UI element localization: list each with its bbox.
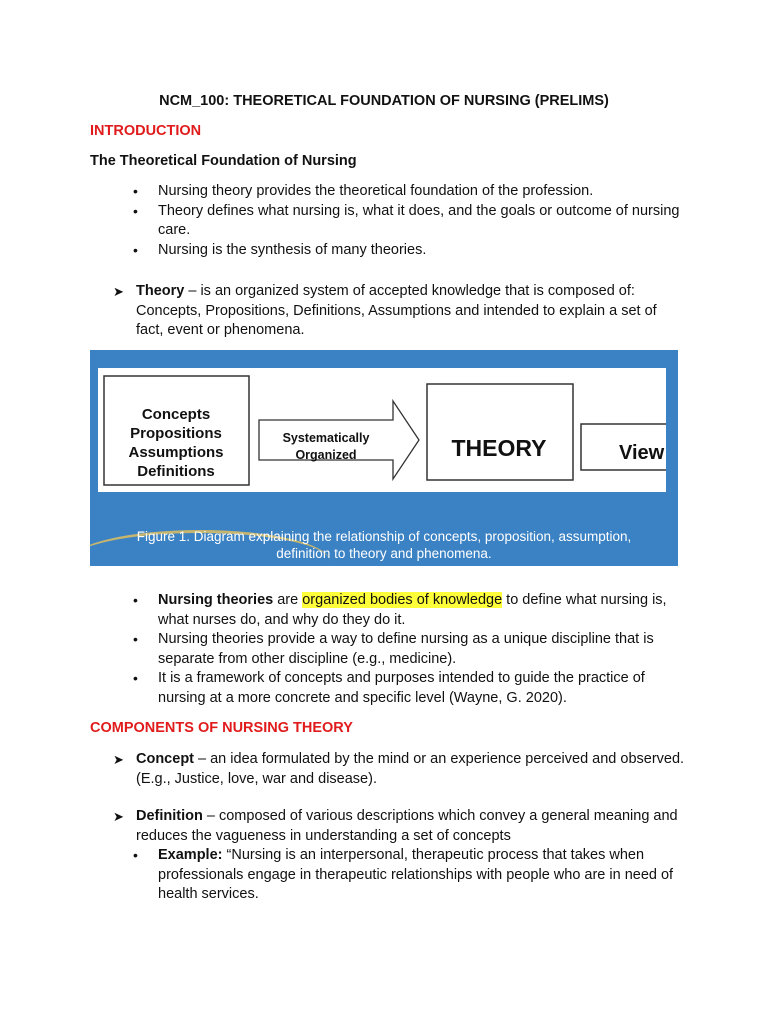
concept-term: Concept xyxy=(136,751,194,767)
nursing-theories-term: Nursing theories xyxy=(158,592,274,608)
page-title: NCM_100: THEORETICAL FOUNDATION OF NURSING (PRELIMS) xyxy=(159,93,609,109)
arrow-label: Organized xyxy=(295,448,357,462)
arrow-label: Systematically xyxy=(282,431,370,445)
bullet-text: to define what nursing is, what nurses do, and why do they do it. xyxy=(158,592,667,628)
box-line: Propositions xyxy=(130,425,222,442)
arrow-bullet-icon: ➤ xyxy=(113,809,124,824)
caption-line: definition to theory and phenomena. xyxy=(276,546,492,561)
box-line: Assumptions xyxy=(128,444,224,461)
view-box-label: View xyxy=(619,442,665,464)
list-item: • Nursing theory provides the theoretical foundation of the profession. xyxy=(133,182,693,202)
theory-text: – is an organized system of accepted knowledge that is composed of: Concepts, Propositions, Definitions, Assumptions and intended to explain a set of fact, event or phenomena. xyxy=(136,283,657,338)
list-item: • Nursing is the synthesis of many theories. xyxy=(133,241,693,261)
example-label: Example: xyxy=(158,847,223,863)
definition-definition xyxy=(113,807,688,846)
list-item: • Nursing theories provide a way to define nursing as a unique discipline that is separate from other discipline (e.g., medicine). xyxy=(133,630,693,669)
diagram-canvas xyxy=(98,368,666,492)
figure-caption xyxy=(90,528,678,562)
theory-diagram-figure xyxy=(90,350,678,566)
theory-definition xyxy=(113,282,688,341)
intro-bullet-list xyxy=(133,182,693,260)
list-item xyxy=(133,591,693,630)
list-item xyxy=(133,846,693,905)
intro-subheading: The Theoretical Foundation of Nursing xyxy=(90,153,357,169)
list-item: • It is a framework of concepts and purposes intended to guide the practice of nursing at a more concrete and specific level (Wayne, G. 2020). xyxy=(133,669,693,708)
arrow-bullet-icon: ➤ xyxy=(113,284,124,299)
arrow-bullet-icon: ➤ xyxy=(113,752,124,767)
concept-text: – an idea formulated by the mind or an experience perceived and observed. (E.g., Justice, love, war and disease). xyxy=(136,751,685,787)
caption-line: Figure 1. Diagram explaining the relationship of concepts, proposition, assumption, xyxy=(136,529,632,544)
nursing-theories-list xyxy=(133,591,693,708)
example-list xyxy=(133,846,693,905)
theory-term: Theory xyxy=(136,283,185,299)
definition-text: – composed of various descriptions which convey a general meaning and reduces the vagueness in understanding a set of concepts xyxy=(136,808,678,844)
bullet-text: are xyxy=(273,592,303,608)
concept-definition xyxy=(113,750,688,789)
diagram-svg xyxy=(98,368,666,492)
components-heading: COMPONENTS OF NURSING THEORY xyxy=(90,720,353,736)
intro-heading: INTRODUCTION xyxy=(90,123,202,139)
theory-box-label: THEORY xyxy=(451,435,547,461)
highlighted-text: organized bodies of knowledge xyxy=(302,592,503,608)
box-line: Concepts xyxy=(141,406,211,423)
list-item: • Theory defines what nursing is, what it does, and the goals or outcome of nursing care. xyxy=(133,202,693,241)
theory-box xyxy=(427,384,573,480)
example-text: “Nursing is an interpersonal, therapeutic process that takes when professionals engage in therapeutic relationships with people who are in need of health services. xyxy=(158,847,674,902)
box-line: Definitions xyxy=(137,463,215,480)
definition-term: Definition xyxy=(136,808,203,824)
